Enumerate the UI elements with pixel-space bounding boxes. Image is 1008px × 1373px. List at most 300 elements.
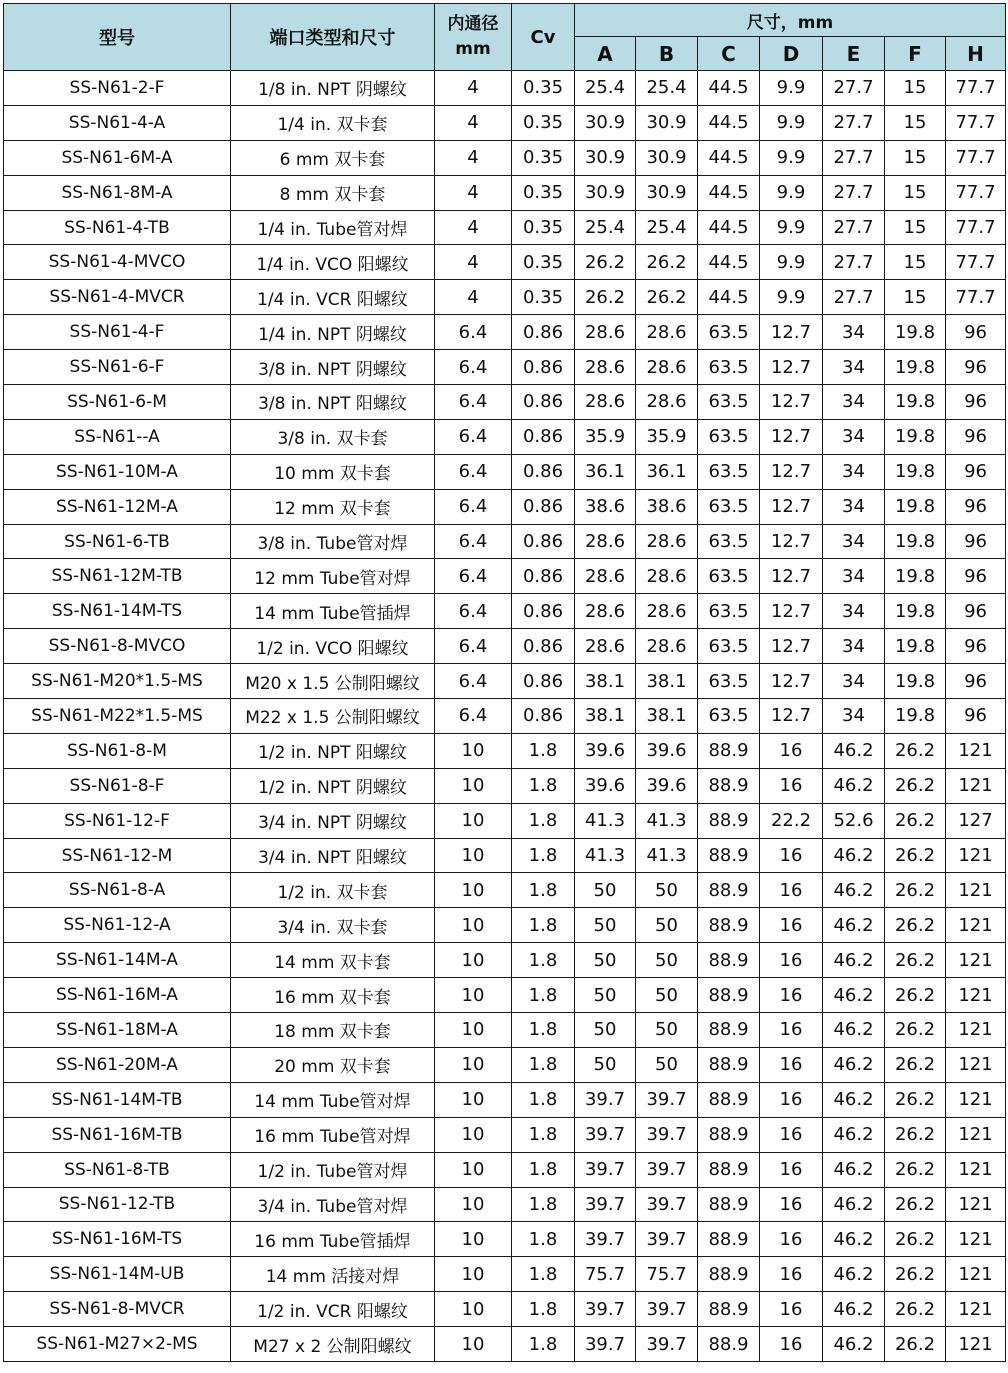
model-cell: SS-N61-2-F [4,71,231,106]
dim-c-cell: 44.5 [698,175,760,210]
model-cell: SS-N61-12-M [4,838,231,873]
cv-cell: 1.8 [512,908,575,943]
dim-h-cell: 121 [946,1257,1006,1292]
dim-c-cell: 88.9 [698,1117,760,1152]
cv-cell: 0.86 [512,315,575,350]
port-cell: 8 mm 双卡套 [231,175,435,210]
dim-c-cell: 88.9 [698,978,760,1013]
port-cell: 3/4 in. 双卡套 [231,908,435,943]
dim-c-cell: 44.5 [698,210,760,245]
dim-f-cell: 26.2 [885,873,946,908]
spec-table [3,3,1006,1362]
bore-cell: 6.4 [435,629,512,664]
dim-b-cell: 26.2 [636,280,698,315]
table-row [4,559,1006,594]
cv-cell: 1.8 [512,838,575,873]
dim-b-cell: 38.1 [636,699,698,734]
dim-f-cell: 15 [885,140,946,175]
dim-a-cell: 38.1 [575,664,636,699]
dim-b-cell: 25.4 [636,210,698,245]
dim-e-cell: 46.2 [823,1257,885,1292]
cv-cell: 0.86 [512,489,575,524]
port-cell: 1/2 in. 双卡套 [231,873,435,908]
dim-f-cell: 26.2 [885,1187,946,1222]
port-cell: 1/8 in. NPT 阴螺纹 [231,71,435,106]
table-row [4,350,1006,385]
cv-cell: 1.8 [512,1152,575,1187]
table-row [4,1187,1006,1222]
dim-c-cell: 88.9 [698,1013,760,1048]
dim-b-cell: 75.7 [636,1257,698,1292]
dim-b-cell: 41.3 [636,803,698,838]
table-row [4,699,1006,734]
model-cell: SS-N61--A [4,419,231,454]
dim-c-cell: 63.5 [698,419,760,454]
dim-h-cell: 127 [946,803,1006,838]
dim-a-cell: 30.9 [575,140,636,175]
table-row [4,105,1006,140]
dim-b-cell: 30.9 [636,175,698,210]
dim-d-cell: 9.9 [760,280,823,315]
cv-cell: 0.86 [512,350,575,385]
dim-e-cell: 34 [823,385,885,420]
header-dim-b: B [636,37,698,71]
dim-h-cell: 96 [946,524,1006,559]
header-bore-line2: mm [455,39,491,59]
port-cell: 12 mm 双卡套 [231,489,435,524]
dim-b-cell: 28.6 [636,315,698,350]
dim-d-cell: 12.7 [760,489,823,524]
bore-cell: 6.4 [435,419,512,454]
header-cv: Cv [512,4,575,71]
dim-d-cell: 16 [760,978,823,1013]
dim-a-cell: 50 [575,873,636,908]
dim-h-cell: 96 [946,489,1006,524]
dim-h-cell: 77.7 [946,105,1006,140]
model-cell: SS-N61-M20*1.5-MS [4,664,231,699]
dim-f-cell: 26.2 [885,943,946,978]
dim-e-cell: 46.2 [823,943,885,978]
cv-cell: 1.8 [512,1047,575,1082]
dim-c-cell: 63.5 [698,594,760,629]
bore-cell: 4 [435,175,512,210]
dim-c-cell: 63.5 [698,489,760,524]
dim-c-cell: 63.5 [698,454,760,489]
cv-cell: 0.86 [512,454,575,489]
model-cell: SS-N61-14M-A [4,943,231,978]
cv-cell: 1.8 [512,1187,575,1222]
bore-cell: 6.4 [435,699,512,734]
table-row [4,210,1006,245]
dim-f-cell: 19.8 [885,699,946,734]
dim-h-cell: 121 [946,1152,1006,1187]
dim-d-cell: 12.7 [760,454,823,489]
dim-c-cell: 88.9 [698,1187,760,1222]
cv-cell: 0.86 [512,629,575,664]
dim-a-cell: 39.7 [575,1117,636,1152]
dim-e-cell: 27.7 [823,245,885,280]
dim-a-cell: 28.6 [575,594,636,629]
dim-f-cell: 19.8 [885,489,946,524]
dim-b-cell: 28.6 [636,559,698,594]
dim-c-cell: 88.9 [698,1292,760,1327]
dim-f-cell: 19.8 [885,664,946,699]
dim-b-cell: 39.7 [636,1222,698,1257]
dim-e-cell: 46.2 [823,908,885,943]
dim-d-cell: 16 [760,908,823,943]
dim-f-cell: 15 [885,280,946,315]
dim-b-cell: 38.1 [636,664,698,699]
dim-f-cell: 26.2 [885,1013,946,1048]
dim-b-cell: 25.4 [636,71,698,106]
dim-b-cell: 50 [636,873,698,908]
table-row [4,768,1006,803]
bore-cell: 10 [435,1222,512,1257]
dim-f-cell: 26.2 [885,838,946,873]
bore-cell: 10 [435,733,512,768]
dim-h-cell: 121 [946,1222,1006,1257]
dim-b-cell: 39.7 [636,1327,698,1362]
dim-f-cell: 15 [885,175,946,210]
dim-d-cell: 9.9 [760,210,823,245]
dim-c-cell: 44.5 [698,105,760,140]
dim-a-cell: 28.6 [575,350,636,385]
dim-b-cell: 28.6 [636,524,698,559]
table-row [4,385,1006,420]
bore-cell: 10 [435,803,512,838]
dim-f-cell: 15 [885,105,946,140]
model-cell: SS-N61-4-MVCO [4,245,231,280]
dim-f-cell: 26.2 [885,1327,946,1362]
table-row [4,629,1006,664]
model-cell: SS-N61-8-F [4,768,231,803]
dim-d-cell: 12.7 [760,350,823,385]
port-cell: 1/4 in. VCO 阳螺纹 [231,245,435,280]
bore-cell: 10 [435,1013,512,1048]
dim-c-cell: 88.9 [698,1222,760,1257]
model-cell: SS-N61-4-F [4,315,231,350]
dim-c-cell: 88.9 [698,1327,760,1362]
dim-a-cell: 39.7 [575,1187,636,1222]
port-cell: 3/8 in. 双卡套 [231,419,435,454]
dim-e-cell: 46.2 [823,1222,885,1257]
header-dim-d: D [760,37,823,71]
dim-a-cell: 28.6 [575,385,636,420]
dim-a-cell: 26.2 [575,280,636,315]
dim-b-cell: 35.9 [636,419,698,454]
model-cell: SS-N61-8-MVCR [4,1292,231,1327]
dim-d-cell: 16 [760,1187,823,1222]
header-bore-line1: 内通径 [447,14,499,34]
dim-a-cell: 25.4 [575,210,636,245]
table-row [4,315,1006,350]
header-model: 型号 [4,4,231,71]
dim-f-cell: 26.2 [885,1257,946,1292]
port-cell: 16 mm 双卡套 [231,978,435,1013]
table-body [4,71,1006,1362]
dim-c-cell: 63.5 [698,385,760,420]
model-cell: SS-N61-8-MVCO [4,629,231,664]
table-row [4,1222,1006,1257]
dim-f-cell: 19.8 [885,315,946,350]
cv-cell: 1.8 [512,768,575,803]
dim-h-cell: 77.7 [946,280,1006,315]
port-cell: M20 x 1.5 公制阳螺纹 [231,664,435,699]
dim-h-cell: 121 [946,1117,1006,1152]
cv-cell: 0.86 [512,699,575,734]
table-row [4,489,1006,524]
dim-d-cell: 16 [760,1292,823,1327]
dim-a-cell: 30.9 [575,175,636,210]
dim-e-cell: 34 [823,454,885,489]
table-row [4,943,1006,978]
model-cell: SS-N61-16M-TB [4,1117,231,1152]
cv-cell: 1.8 [512,1327,575,1362]
bore-cell: 10 [435,1292,512,1327]
bore-cell: 6.4 [435,664,512,699]
dim-e-cell: 27.7 [823,140,885,175]
table-row [4,245,1006,280]
cv-cell: 1.8 [512,1082,575,1117]
model-cell: SS-N61-12M-TB [4,559,231,594]
dim-e-cell: 27.7 [823,71,885,106]
dim-d-cell: 16 [760,873,823,908]
dim-f-cell: 26.2 [885,1222,946,1257]
bore-cell: 10 [435,1257,512,1292]
port-cell: M27 x 2 公制阳螺纹 [231,1327,435,1362]
dim-f-cell: 26.2 [885,1152,946,1187]
dim-h-cell: 77.7 [946,71,1006,106]
header-dim-e: E [823,37,885,71]
port-cell: 1/4 in. 双卡套 [231,105,435,140]
dim-h-cell: 96 [946,664,1006,699]
dim-f-cell: 26.2 [885,1117,946,1152]
dim-c-cell: 63.5 [698,629,760,664]
model-cell: SS-N61-8-TB [4,1152,231,1187]
dim-b-cell: 41.3 [636,838,698,873]
bore-cell: 6.4 [435,524,512,559]
dim-c-cell: 44.5 [698,280,760,315]
header-dim-h: H [946,37,1006,71]
dim-h-cell: 96 [946,385,1006,420]
bore-cell: 10 [435,1152,512,1187]
port-cell: 3/8 in. NPT 阳螺纹 [231,385,435,420]
dim-e-cell: 34 [823,315,885,350]
port-cell: M22 x 1.5 公制阳螺纹 [231,699,435,734]
bore-cell: 4 [435,105,512,140]
bore-cell: 4 [435,71,512,106]
dim-a-cell: 30.9 [575,105,636,140]
port-cell: 3/4 in. NPT 阳螺纹 [231,838,435,873]
dim-d-cell: 9.9 [760,105,823,140]
cv-cell: 1.8 [512,1117,575,1152]
model-cell: SS-N61-6-M [4,385,231,420]
model-cell: SS-N61-8-A [4,873,231,908]
dim-f-cell: 19.8 [885,594,946,629]
dim-e-cell: 46.2 [823,1152,885,1187]
dim-f-cell: 26.2 [885,803,946,838]
cv-cell: 1.8 [512,978,575,1013]
dim-a-cell: 35.9 [575,419,636,454]
dim-b-cell: 28.6 [636,594,698,629]
bore-cell: 6.4 [435,385,512,420]
model-cell: SS-N61-18M-A [4,1013,231,1048]
port-cell: 1/2 in. NPT 阳螺纹 [231,733,435,768]
port-cell: 3/8 in. Tube管对焊 [231,524,435,559]
dim-h-cell: 121 [946,1187,1006,1222]
dim-c-cell: 88.9 [698,768,760,803]
dim-f-cell: 15 [885,245,946,280]
dim-e-cell: 34 [823,629,885,664]
dim-d-cell: 9.9 [760,175,823,210]
dim-e-cell: 46.2 [823,1013,885,1048]
header-port: 端口类型和尺寸 [231,4,435,71]
cv-cell: 0.86 [512,385,575,420]
dim-h-cell: 121 [946,943,1006,978]
dim-h-cell: 121 [946,733,1006,768]
cv-cell: 1.8 [512,1222,575,1257]
dim-b-cell: 28.6 [636,629,698,664]
dim-d-cell: 16 [760,838,823,873]
dim-f-cell: 15 [885,210,946,245]
dim-f-cell: 26.2 [885,908,946,943]
dim-f-cell: 19.8 [885,350,946,385]
dim-h-cell: 96 [946,594,1006,629]
dim-d-cell: 16 [760,768,823,803]
port-cell: 14 mm Tube管对焊 [231,1082,435,1117]
model-cell: SS-N61-4-A [4,105,231,140]
cv-cell: 1.8 [512,1013,575,1048]
model-cell: SS-N61-20M-A [4,1047,231,1082]
cv-cell: 0.35 [512,280,575,315]
model-cell: SS-N61-12-A [4,908,231,943]
header-dim-f: F [885,37,946,71]
bore-cell: 4 [435,210,512,245]
dim-f-cell: 26.2 [885,1047,946,1082]
bore-cell: 6.4 [435,559,512,594]
dim-a-cell: 41.3 [575,838,636,873]
dim-f-cell: 19.8 [885,419,946,454]
bore-cell: 6.4 [435,454,512,489]
dim-b-cell: 39.7 [636,1187,698,1222]
dim-b-cell: 50 [636,1013,698,1048]
dim-h-cell: 96 [946,454,1006,489]
dim-c-cell: 63.5 [698,350,760,385]
cv-cell: 0.86 [512,419,575,454]
dim-d-cell: 12.7 [760,419,823,454]
dim-h-cell: 121 [946,768,1006,803]
dim-d-cell: 12.7 [760,594,823,629]
table-row [4,524,1006,559]
dim-a-cell: 39.7 [575,1222,636,1257]
cv-cell: 0.35 [512,210,575,245]
dim-d-cell: 16 [760,1257,823,1292]
dim-e-cell: 46.2 [823,1187,885,1222]
bore-cell: 6.4 [435,489,512,524]
cv-cell: 0.86 [512,594,575,629]
model-cell: SS-N61-16M-A [4,978,231,1013]
dim-f-cell: 26.2 [885,768,946,803]
port-cell: 1/2 in. VCO 阳螺纹 [231,629,435,664]
dim-b-cell: 39.6 [636,733,698,768]
cv-cell: 0.35 [512,71,575,106]
port-cell: 1/2 in. Tube管对焊 [231,1152,435,1187]
dim-d-cell: 9.9 [760,140,823,175]
port-cell: 3/4 in. Tube管对焊 [231,1187,435,1222]
dim-a-cell: 38.6 [575,489,636,524]
bore-cell: 10 [435,908,512,943]
dim-h-cell: 121 [946,873,1006,908]
model-cell: SS-N61-6M-A [4,140,231,175]
bore-cell: 10 [435,768,512,803]
table-row [4,1013,1006,1048]
dim-d-cell: 16 [760,943,823,978]
dim-a-cell: 41.3 [575,803,636,838]
dim-e-cell: 46.2 [823,1082,885,1117]
dim-d-cell: 16 [760,1327,823,1362]
dim-e-cell: 46.2 [823,838,885,873]
dim-e-cell: 34 [823,699,885,734]
dim-e-cell: 34 [823,350,885,385]
model-cell: SS-N61-14M-TS [4,594,231,629]
dim-f-cell: 26.2 [885,733,946,768]
cv-cell: 0.35 [512,245,575,280]
dim-d-cell: 12.7 [760,315,823,350]
table-header [4,4,1006,71]
port-cell: 14 mm Tube管插焊 [231,594,435,629]
dim-h-cell: 77.7 [946,175,1006,210]
bore-cell: 10 [435,1082,512,1117]
dim-c-cell: 88.9 [698,1082,760,1117]
dim-a-cell: 39.6 [575,768,636,803]
dim-h-cell: 77.7 [946,210,1006,245]
dim-c-cell: 88.9 [698,733,760,768]
dim-e-cell: 34 [823,594,885,629]
dim-h-cell: 77.7 [946,245,1006,280]
dim-f-cell: 19.8 [885,454,946,489]
table-row [4,1327,1006,1362]
bore-cell: 10 [435,1327,512,1362]
dim-h-cell: 121 [946,908,1006,943]
dim-e-cell: 34 [823,524,885,559]
dim-a-cell: 39.7 [575,1292,636,1327]
dim-h-cell: 121 [946,1327,1006,1362]
model-cell: SS-N61-10M-A [4,454,231,489]
dim-b-cell: 39.6 [636,768,698,803]
dim-a-cell: 28.6 [575,629,636,664]
dim-b-cell: 30.9 [636,140,698,175]
dim-e-cell: 34 [823,559,885,594]
bore-cell: 6.4 [435,350,512,385]
dim-a-cell: 39.7 [575,1327,636,1362]
dim-e-cell: 46.2 [823,1047,885,1082]
dim-e-cell: 34 [823,489,885,524]
dim-c-cell: 63.5 [698,699,760,734]
dim-b-cell: 39.7 [636,1152,698,1187]
bore-cell: 4 [435,280,512,315]
cv-cell: 1.8 [512,803,575,838]
dim-d-cell: 12.7 [760,524,823,559]
bore-cell: 10 [435,978,512,1013]
port-cell: 18 mm 双卡套 [231,1013,435,1048]
dim-h-cell: 77.7 [946,140,1006,175]
cv-cell: 1.8 [512,873,575,908]
dim-h-cell: 96 [946,559,1006,594]
dim-a-cell: 50 [575,978,636,1013]
dim-e-cell: 34 [823,664,885,699]
dim-h-cell: 121 [946,1013,1006,1048]
dim-c-cell: 63.5 [698,524,760,559]
